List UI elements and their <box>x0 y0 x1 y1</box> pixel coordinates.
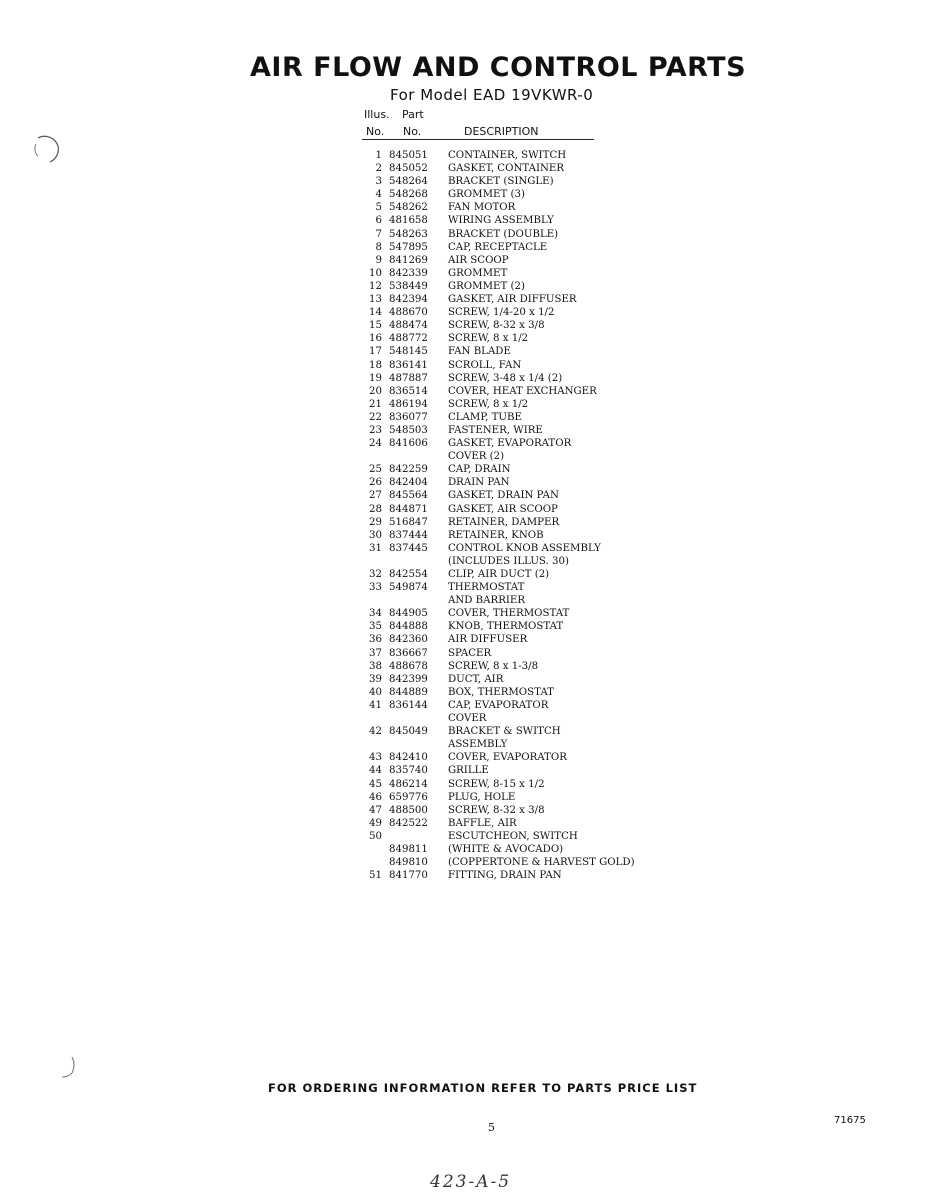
illus-number: 23 <box>369 424 382 436</box>
part-number: 841269 <box>389 254 428 266</box>
illus-number: 46 <box>369 791 382 803</box>
illus-number: 17 <box>369 346 382 358</box>
parts-row <box>362 764 652 777</box>
part-number: 841606 <box>389 438 428 450</box>
part-description <box>435 647 491 660</box>
illus-number: 41 <box>369 699 382 711</box>
illus-number: 12 <box>369 280 382 292</box>
part-description <box>435 293 577 306</box>
part-number: 842522 <box>389 817 428 829</box>
description-line: KNOB, THERMOSTAT <box>448 621 564 633</box>
description-line: FAN BLADE <box>448 346 511 358</box>
parts-row <box>362 751 652 764</box>
illus-number: 25 <box>369 464 382 476</box>
description-line: BRACKET (SINGLE) <box>448 176 554 188</box>
part-description <box>435 345 511 358</box>
description-line: RETAINER, DAMPER <box>448 516 560 528</box>
illus-number: 15 <box>369 320 382 332</box>
part-number: 844889 <box>389 686 428 698</box>
document-code: 71675 <box>834 1115 866 1126</box>
description-line: (INCLUDES ILLUS. 30) <box>448 555 569 567</box>
parts-row <box>362 686 652 699</box>
description-line: CAP, EVAPORATOR <box>448 699 549 711</box>
part-description <box>435 686 554 699</box>
illus-number: 4 <box>375 189 382 201</box>
part-description <box>435 542 601 568</box>
illus-number: 13 <box>369 294 382 306</box>
part-number: 548503 <box>389 424 428 436</box>
description-line: AIR SCOOP <box>448 254 509 266</box>
description-line: CLAMP, TUBE <box>448 411 522 423</box>
parts-row <box>362 620 652 633</box>
part-description <box>435 306 554 319</box>
part-number: 659776 <box>389 791 428 803</box>
illus-number: 9 <box>375 254 382 266</box>
parts-row <box>362 647 652 660</box>
description-line: CONTAINER, SWITCH <box>448 150 567 161</box>
punch-hole-mark <box>58 1055 82 1081</box>
part-description <box>435 319 545 332</box>
illus-number: 16 <box>369 333 382 345</box>
description-line: FITTING, DRAIN PAN <box>448 870 562 882</box>
part-number: 488772 <box>389 333 428 345</box>
illus-number: 34 <box>369 608 382 620</box>
parts-row <box>362 293 652 306</box>
part-number: 538449 <box>389 280 428 292</box>
illus-number: 18 <box>369 359 382 371</box>
description-line: COVER, EVAPORATOR <box>448 752 567 764</box>
part-description <box>435 856 635 869</box>
part-number: 547895 <box>389 241 428 253</box>
illus-number: 38 <box>369 660 382 672</box>
part-description <box>435 332 528 345</box>
parts-row <box>362 489 652 502</box>
part-number: 548145 <box>389 346 428 358</box>
illus-header-top: Illus. <box>364 108 390 121</box>
description-line: SCREW, 8-32 x 3/8 <box>448 804 545 816</box>
illus-number: 7 <box>375 228 382 240</box>
part-number: 849811 <box>389 843 428 855</box>
parts-row <box>362 673 652 686</box>
part-number: 842360 <box>389 634 428 646</box>
part-description <box>435 476 510 489</box>
parts-row <box>362 385 652 398</box>
illus-number: 47 <box>369 804 382 816</box>
page-number: 5 <box>488 1121 495 1134</box>
description-line: GROMMET <box>448 267 508 279</box>
illus-number: 19 <box>369 372 382 384</box>
parts-row <box>362 201 652 214</box>
description-line: FASTENER, WIRE <box>448 424 543 436</box>
illus-number: 10 <box>369 267 382 279</box>
parts-row <box>362 804 652 817</box>
part-number: 836667 <box>389 647 428 659</box>
description-line: PLUG, HOLE <box>448 791 516 803</box>
part-header-top: Part <box>402 108 424 121</box>
description-line: (COPPERTONE & HARVEST GOLD) <box>448 857 635 869</box>
parts-row <box>362 463 652 476</box>
part-description <box>435 817 517 830</box>
part-description <box>435 764 489 777</box>
illus-number: 39 <box>369 673 382 685</box>
description-line: GASKET, EVAPORATOR <box>448 438 572 450</box>
description-line: SCREW, 3-48 x 1/4 (2) <box>448 372 563 384</box>
part-number: 842404 <box>389 477 428 489</box>
parts-row <box>362 280 652 293</box>
part-number: 836514 <box>389 385 428 397</box>
part-number: 835740 <box>389 765 428 777</box>
parts-row <box>362 856 652 869</box>
header-rule <box>362 139 594 140</box>
part-number: 844888 <box>389 621 428 633</box>
description-line: SCREW, 8 x 1-3/8 <box>448 660 539 672</box>
illus-number: 37 <box>369 647 382 659</box>
part-description <box>435 188 525 201</box>
description-line: COVER <box>448 713 487 725</box>
parts-row <box>362 254 652 267</box>
part-number: 845564 <box>389 490 428 502</box>
part-number: 836077 <box>389 411 428 423</box>
part-description <box>435 516 559 529</box>
description-header: DESCRIPTION <box>464 125 539 138</box>
part-number: 842394 <box>389 294 428 306</box>
part-number: 548268 <box>389 189 428 201</box>
description-line: DRAIN PAN <box>448 477 510 489</box>
part-description <box>435 398 528 411</box>
part-description <box>435 843 563 856</box>
illus-number: 8 <box>375 241 382 253</box>
illus-header-bottom: No. <box>366 125 385 138</box>
part-description <box>435 725 561 751</box>
parts-row <box>362 869 652 882</box>
parts-row <box>362 437 652 463</box>
illus-number: 27 <box>369 490 382 502</box>
description-line: BOX, THERMOSTAT <box>448 686 554 698</box>
part-number: 849810 <box>389 857 428 869</box>
parts-row <box>362 725 652 751</box>
part-description <box>435 162 564 175</box>
parts-row <box>362 241 652 254</box>
illus-number: 24 <box>369 438 382 450</box>
part-description <box>435 751 567 764</box>
part-description <box>435 660 538 673</box>
parts-row <box>362 162 652 175</box>
part-description <box>435 228 558 241</box>
description-line: GASKET, DRAIN PAN <box>448 490 559 502</box>
parts-row <box>362 359 652 372</box>
description-line: BRACKET & SWITCH <box>448 726 561 738</box>
description-line: BRACKET (DOUBLE) <box>448 228 559 240</box>
parts-row <box>362 319 652 332</box>
parts-row <box>362 267 652 280</box>
part-number: 842554 <box>389 569 428 580</box>
part-number: 842339 <box>389 267 428 279</box>
part-description <box>435 581 525 607</box>
part-description <box>435 568 549 581</box>
parts-row <box>362 633 652 646</box>
description-line: CAP, RECEPTACLE <box>448 241 548 253</box>
description-line: GROMMET (3) <box>448 189 525 201</box>
part-number: 548264 <box>389 176 428 188</box>
description-line: CAP, DRAIN <box>448 464 511 476</box>
part-number: 549874 <box>389 582 428 594</box>
parts-row <box>362 228 652 241</box>
part-number: 486194 <box>389 398 428 410</box>
part-number: 844871 <box>389 503 428 515</box>
part-description <box>435 280 525 293</box>
part-number: 516847 <box>389 516 428 528</box>
part-number: 548263 <box>389 228 428 240</box>
part-header-bottom: No. <box>403 125 422 138</box>
part-description <box>435 804 545 817</box>
part-number: 841770 <box>389 870 428 882</box>
illus-number: 42 <box>369 726 382 738</box>
description-line: GASKET, CONTAINER <box>448 163 564 175</box>
illus-number: 35 <box>369 621 382 633</box>
illus-number: 30 <box>369 529 382 541</box>
illus-number: 3 <box>375 176 382 188</box>
description-line: COVER (2) <box>448 451 505 463</box>
description-line: SCREW, 8-32 x 3/8 <box>448 320 545 332</box>
illus-number: 43 <box>369 752 382 764</box>
part-description <box>435 489 559 502</box>
description-line: CLIP, AIR DUCT (2) <box>448 569 550 580</box>
description-line: ESCUTCHEON, SWITCH <box>448 830 578 842</box>
part-number: 845052 <box>389 163 428 175</box>
parts-list <box>362 149 652 882</box>
part-description <box>435 607 569 620</box>
illus-number: 45 <box>369 778 382 790</box>
part-description <box>435 149 566 162</box>
parts-row <box>362 424 652 437</box>
illus-number: 21 <box>369 398 382 410</box>
part-number: 836144 <box>389 699 428 711</box>
description-line: SCREW, 8-15 x 1/2 <box>448 778 545 790</box>
description-line: FAN MOTOR <box>448 202 516 214</box>
illus-number: 2 <box>375 163 382 175</box>
illus-number: 51 <box>369 870 382 882</box>
part-number: 845049 <box>389 726 428 738</box>
part-description <box>435 437 571 463</box>
parts-row <box>362 778 652 791</box>
parts-row <box>362 607 652 620</box>
parts-row <box>362 345 652 358</box>
parts-row <box>362 660 652 673</box>
illus-number: 50 <box>369 830 382 842</box>
illus-number: 6 <box>375 215 382 227</box>
part-number: 548262 <box>389 202 428 214</box>
illus-number: 49 <box>369 817 382 829</box>
description-line: SCREW, 8 x 1/2 <box>448 333 529 345</box>
parts-row <box>362 214 652 227</box>
description-line: (WHITE & AVOCADO) <box>448 843 564 855</box>
illus-number: 40 <box>369 686 382 698</box>
description-line: SPACER <box>448 647 492 659</box>
part-description <box>435 214 554 227</box>
part-description <box>435 778 545 791</box>
part-description <box>435 620 563 633</box>
illus-number: 32 <box>369 569 382 580</box>
part-number: 844905 <box>389 608 428 620</box>
part-description <box>435 267 507 280</box>
ordering-note: FOR ORDERING INFORMATION REFER TO PARTS PRICE LIST <box>268 1081 698 1095</box>
illus-number: 1 <box>375 150 382 161</box>
illus-number: 29 <box>369 516 382 528</box>
description-line: GRILLE <box>448 765 489 777</box>
description-line: COVER, THERMOSTAT <box>448 608 570 620</box>
part-number: 845051 <box>389 150 428 161</box>
illus-number: 5 <box>375 202 382 214</box>
part-description <box>435 463 511 476</box>
part-number: 488670 <box>389 307 428 319</box>
part-description <box>435 673 503 686</box>
parts-row <box>362 503 652 516</box>
page-title: AIR FLOW AND CONTROL PARTS <box>250 52 747 83</box>
punch-hole-mark <box>30 132 66 168</box>
illus-number: 33 <box>369 582 382 594</box>
part-description <box>435 529 544 542</box>
description-line: AND BARRIER <box>448 595 525 607</box>
illus-number: 20 <box>369 385 382 397</box>
part-number: 488500 <box>389 804 428 816</box>
description-line: GASKET, AIR SCOOP <box>448 503 558 515</box>
parts-row <box>362 529 652 542</box>
parts-row <box>362 188 652 201</box>
part-description <box>435 869 562 882</box>
part-description <box>435 633 527 646</box>
part-description <box>435 175 554 188</box>
part-number: 488474 <box>389 320 428 332</box>
parts-row <box>362 830 652 843</box>
parts-row <box>362 699 652 725</box>
description-line: BAFFLE, AIR <box>448 817 517 829</box>
description-line: DUCT, AIR <box>448 673 504 685</box>
parts-row <box>362 306 652 319</box>
illus-number: 36 <box>369 634 382 646</box>
part-description <box>435 503 558 516</box>
part-description <box>435 372 562 385</box>
part-number: 488678 <box>389 660 428 672</box>
handwritten-note: 423-A-5 <box>430 1172 512 1192</box>
parts-row <box>362 372 652 385</box>
part-number: 842399 <box>389 673 428 685</box>
description-line: COVER, HEAT EXCHANGER <box>448 385 597 397</box>
part-description <box>435 830 578 843</box>
part-number: 837444 <box>389 529 428 541</box>
parts-row <box>362 332 652 345</box>
description-line: GASKET, AIR DIFFUSER <box>448 294 577 306</box>
part-number: 836141 <box>389 359 428 371</box>
parts-row <box>362 476 652 489</box>
part-description <box>435 241 547 254</box>
description-line: WIRING ASSEMBLY <box>448 215 554 227</box>
part-number: 837445 <box>389 542 428 554</box>
description-line: CONTROL KNOB ASSEMBLY <box>448 542 601 554</box>
parts-row <box>362 568 652 581</box>
part-number: 842410 <box>389 752 428 764</box>
part-number: 486214 <box>389 778 428 790</box>
description-line: GROMMET (2) <box>448 280 525 292</box>
illus-number: 14 <box>369 307 382 319</box>
illus-number: 26 <box>369 477 382 489</box>
description-line: SCROLL, FAN <box>448 359 522 371</box>
description-line: SCREW, 1/4-20 x 1/2 <box>448 307 555 319</box>
part-description <box>435 254 509 267</box>
part-description <box>435 385 597 398</box>
parts-row <box>362 791 652 804</box>
illus-number: 22 <box>369 411 382 423</box>
illus-number: 31 <box>369 542 382 554</box>
part-description <box>435 201 515 214</box>
description-line: AIR DIFFUSER <box>448 634 528 646</box>
illus-number: 28 <box>369 503 382 515</box>
parts-row <box>362 398 652 411</box>
part-description <box>435 411 522 424</box>
part-description <box>435 424 543 437</box>
model-subtitle: For Model EAD 19VKWR-0 <box>390 86 594 104</box>
parts-row <box>362 581 652 607</box>
part-description <box>435 359 521 372</box>
parts-row <box>362 149 652 162</box>
parts-row <box>362 516 652 529</box>
parts-row <box>362 175 652 188</box>
part-description <box>435 699 548 725</box>
illus-number: 44 <box>369 765 382 777</box>
description-line: THERMOSTAT <box>448 582 525 594</box>
parts-row <box>362 817 652 830</box>
parts-row <box>362 411 652 424</box>
description-line: RETAINER, KNOB <box>448 529 544 541</box>
part-number: 842259 <box>389 464 428 476</box>
part-description <box>435 791 515 804</box>
description-line: SCREW, 8 x 1/2 <box>448 398 529 410</box>
parts-row <box>362 843 652 856</box>
parts-row <box>362 542 652 568</box>
description-line: ASSEMBLY <box>448 739 508 751</box>
part-number: 481658 <box>389 215 428 227</box>
part-number: 487887 <box>389 372 428 384</box>
